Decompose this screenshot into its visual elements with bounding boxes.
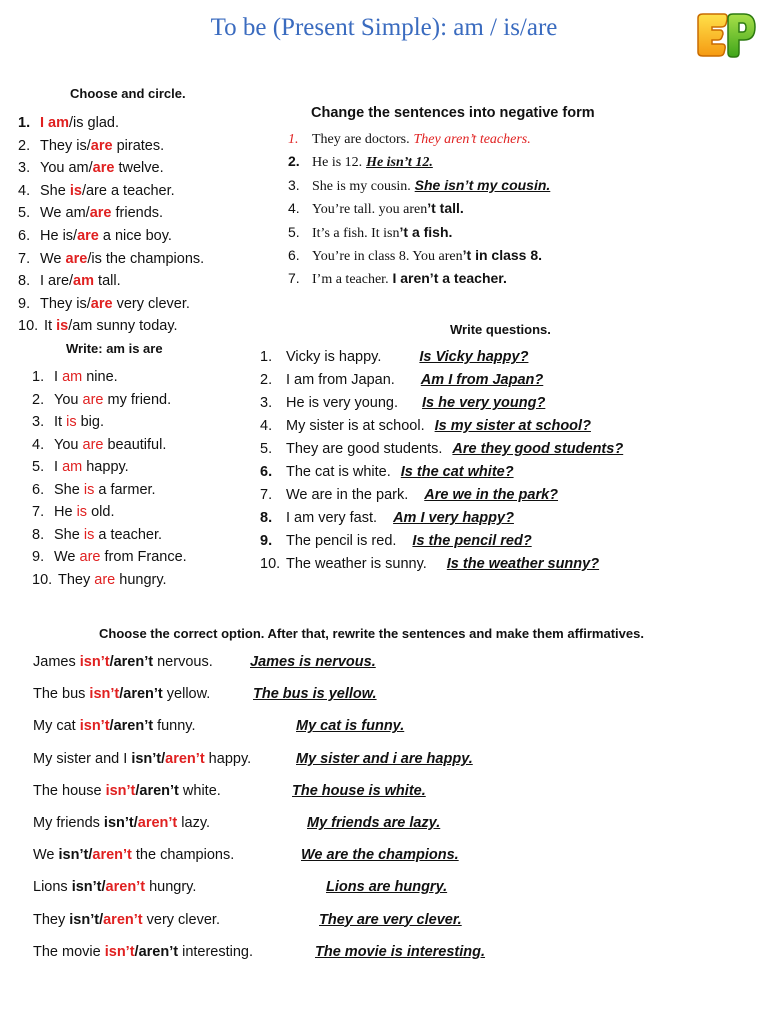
negative-sentence-item (288, 130, 550, 153)
write-verb-item (32, 482, 187, 505)
statement-text: Vicky is happy. (286, 349, 382, 365)
item-text: He is 12. (312, 155, 363, 171)
item-text: It (54, 414, 67, 430)
item-text: aren’t (103, 911, 143, 928)
item-text: aren’t (92, 847, 132, 864)
item-text: /are a teacher. (81, 182, 175, 199)
item-text: very clever. (112, 295, 190, 312)
question-item (260, 510, 623, 533)
page-title: To be (Present Simple): am / is/are (210, 14, 558, 41)
item-text: are (82, 391, 104, 408)
item-text: ’t in class 8. (462, 246, 543, 263)
choose-circle-item (18, 160, 204, 183)
affirmative-answer: The house is white. (292, 782, 426, 799)
item-number: 10. (18, 318, 39, 335)
section3-heading: Change the sentences into negative form (311, 105, 595, 121)
question-item (260, 372, 623, 395)
item-text: He is/ (40, 227, 78, 244)
statement-text: They are good students. (286, 441, 443, 457)
write-verb-item (32, 549, 187, 572)
negative-sentence-item (288, 177, 550, 200)
write-verb-item (32, 527, 187, 550)
item-number: 9. (18, 295, 31, 312)
item-number: 1. (288, 132, 299, 147)
item-number: 1. (260, 349, 273, 365)
item-text: nervous. (153, 654, 213, 670)
item-number: 6. (260, 464, 273, 480)
question-answer: Is the pencil red? (412, 533, 532, 549)
choose-circle-item (18, 251, 204, 274)
question-answer: Is my sister at school? (434, 418, 591, 434)
choose-circle-item (18, 273, 204, 296)
item-text: funny. (153, 718, 196, 735)
negative-sentence-item (288, 224, 550, 247)
statement-text: The cat is white. (286, 464, 391, 480)
statement-text: The weather is sunny. (286, 556, 427, 572)
write-verb-item (32, 369, 187, 392)
item-text: is (83, 481, 95, 498)
write-verb-item (32, 504, 187, 527)
item-text: friends. (111, 205, 164, 222)
item-number: 4. (18, 182, 31, 199)
item-text: am (73, 273, 95, 290)
option-sentence (33, 879, 196, 895)
item-text: are (94, 571, 116, 588)
item-text: /aren’t (109, 654, 154, 670)
item-number: 3. (260, 395, 273, 411)
affirmative-answer: The movie is interesting. (315, 943, 486, 960)
section2-heading: Write: am is are (66, 341, 163, 356)
statement-text: We are in the park. (286, 487, 409, 503)
question-item (260, 533, 623, 556)
item-text: We (54, 549, 80, 565)
option-sentence (33, 912, 220, 928)
choose-circle-item (18, 183, 204, 206)
item-number: 2. (260, 372, 273, 388)
question-item (260, 487, 623, 510)
question-answer: Am I from Japan? (420, 372, 544, 388)
item-number: 3. (32, 414, 45, 430)
item-text: I are/ (40, 273, 74, 290)
item-text: I (54, 459, 63, 475)
question-item (260, 349, 623, 372)
item-text: isn’t/ (69, 911, 104, 928)
item-text: beautiful. (103, 436, 167, 453)
item-text: my friend. (103, 391, 172, 408)
item-text: interesting. (178, 943, 254, 960)
affirmative-answer: They are very clever. (319, 911, 462, 928)
item-text: are (92, 160, 115, 177)
item-text: twelve. (114, 160, 164, 177)
item-text: are (77, 227, 99, 244)
item-text: are (65, 250, 88, 267)
item-text: lazy. (177, 814, 211, 831)
item-number: 4. (260, 418, 273, 434)
item-text: ’t a fish. (399, 223, 453, 240)
option-sentence (33, 751, 251, 767)
item-number: 7. (288, 270, 300, 287)
item-text: pirates. (112, 137, 165, 154)
statement-text: I am from Japan. (286, 372, 395, 388)
item-text: isn’t (89, 686, 120, 703)
item-text: You am/ (40, 160, 93, 177)
item-text: the champions. (131, 847, 235, 864)
item-text: is (56, 318, 69, 335)
affirmative-answer: My sister and i are happy. (296, 750, 473, 767)
write-verb-item (32, 437, 187, 460)
item-number: 4. (32, 436, 45, 453)
item-text: I (54, 369, 63, 385)
item-text: They are doctors. (312, 132, 410, 147)
item-text: old. (87, 504, 115, 520)
item-text: James (33, 654, 80, 670)
affirmative-answer: My cat is funny. (296, 718, 405, 735)
item-text: white. (178, 782, 221, 799)
statement-text: My sister is at school. (286, 418, 425, 434)
write-verb-item (32, 572, 187, 595)
item-number: 5. (288, 223, 300, 240)
question-answer: Are we in the park? (424, 487, 559, 503)
item-text: ’t tall. (427, 200, 464, 217)
item-text: isn’t (104, 943, 135, 960)
item-text: /am sunny today. (68, 318, 178, 335)
item-text: isn’t/ (71, 879, 106, 896)
item-text: isn’t (79, 654, 110, 670)
item-text: isn’t/ (58, 847, 93, 864)
item-text: is (76, 504, 88, 520)
option-sentence (33, 815, 210, 831)
item-text: /aren’t (135, 782, 179, 799)
affirmative-answer: My friends are lazy. (307, 814, 441, 831)
item-text: hungry. (115, 571, 167, 588)
item-number: 3. (288, 176, 300, 193)
negative-sentence-item (288, 270, 550, 293)
item-number: 8. (18, 273, 31, 290)
question-answer: Is the weather sunny? (446, 556, 600, 572)
item-text: She isn’t my cousin. (414, 176, 551, 193)
option-sentence (33, 686, 210, 702)
item-number: 4. (288, 200, 300, 217)
item-number: 7. (32, 504, 45, 520)
question-answer: Is Vicky happy? (419, 349, 529, 365)
question-item (260, 395, 623, 418)
item-text: is (83, 526, 95, 543)
item-text: aren’t (137, 814, 178, 831)
choose-circle-item (18, 296, 204, 319)
question-answer: Is the cat white? (400, 464, 514, 480)
question-item (260, 464, 623, 487)
item-text: nine. (82, 369, 118, 385)
option-sentence (33, 654, 213, 670)
item-number: 1. (32, 369, 45, 385)
item-text: am (62, 459, 83, 475)
item-number: 7. (260, 487, 273, 503)
item-text: It isn (367, 225, 400, 241)
ep-logo (694, 10, 758, 62)
item-text: You (54, 391, 83, 408)
item-text: You aren (409, 248, 463, 264)
item-number: 5. (32, 459, 45, 475)
item-text: a nice boy. (98, 227, 172, 244)
write-questions-list (260, 349, 623, 579)
item-number: 8. (32, 526, 45, 543)
option-sentence (33, 944, 253, 960)
item-text: They (58, 571, 95, 588)
item-text: big. (76, 414, 104, 430)
item-text: isn’t (79, 718, 110, 735)
write-verb-item (32, 392, 187, 415)
section1-heading: Choose and circle. (70, 86, 186, 101)
item-text: is (66, 414, 77, 430)
item-number: 1. (18, 115, 31, 131)
item-text: am (62, 369, 83, 385)
write-am-is-are-list (32, 369, 187, 594)
item-text: /aren’t (119, 686, 163, 703)
section5-heading: Choose the correct option. After that, rewrite the sentences and make them affirmatives. (99, 626, 644, 641)
item-number: 2. (288, 153, 300, 170)
item-text: aren’t (105, 879, 146, 896)
item-text: yellow. (162, 686, 211, 703)
choose-circle-item (18, 115, 204, 138)
affirmative-answer: We are the champions. (301, 847, 459, 864)
item-text: happy. (82, 459, 129, 475)
item-text: My cat (33, 718, 80, 735)
item-text: a farmer. (94, 481, 156, 498)
item-text: Lions (33, 879, 72, 896)
item-text: from France. (100, 549, 187, 565)
item-text: My friends (33, 814, 104, 831)
question-answer: Is he very young? (422, 395, 546, 411)
item-text: They (33, 911, 70, 928)
item-text: is (69, 182, 82, 199)
item-text: She (54, 481, 84, 498)
item-number: 9. (260, 533, 273, 549)
item-text: The movie (33, 943, 105, 960)
option-sentence (33, 783, 221, 799)
item-text: /aren’t (134, 943, 179, 960)
item-text: It’s a fish. (312, 225, 368, 241)
item-text: isn’t/ (103, 814, 138, 831)
affirmative-answer: James is nervous. (250, 654, 376, 670)
item-number: 2. (18, 137, 31, 154)
item-number: 8. (260, 510, 273, 526)
item-text: /aren’t (109, 718, 154, 735)
statement-text: I am very fast. (286, 510, 378, 526)
item-text: isn’t (105, 782, 136, 799)
item-text: a teacher. (94, 526, 163, 543)
item-text: happy. (204, 750, 252, 767)
item-number: 7. (18, 250, 31, 267)
choose-circle-item (18, 228, 204, 251)
item-text: /is glad. (69, 115, 119, 131)
negative-sentence-item (288, 153, 550, 176)
item-text: She (54, 526, 84, 543)
item-number: 10. (260, 556, 281, 572)
choose-circle-item (18, 205, 204, 228)
item-text: They is/ (40, 295, 91, 312)
item-text: /is the champions. (87, 250, 205, 267)
item-text: My sister and I (33, 750, 132, 767)
item-text: The house (33, 782, 106, 799)
item-text: are (82, 436, 104, 453)
affirmative-answer: The bus is yellow. (253, 686, 377, 703)
write-verb-item (32, 459, 187, 482)
section4-heading: Write questions. (450, 322, 551, 337)
item-number: 3. (18, 160, 31, 177)
negative-sentence-item (288, 247, 550, 270)
item-text: He (54, 504, 77, 520)
item-number: 5. (18, 205, 31, 222)
item-text: It (44, 318, 57, 335)
item-text: very clever. (142, 911, 220, 928)
item-number: 6. (32, 481, 45, 498)
question-item (260, 418, 623, 441)
item-text: you aren (375, 202, 428, 218)
item-text: I aren’t a teacher. (392, 270, 507, 287)
item-text: are (89, 205, 112, 222)
statement-text: The pencil is red. (286, 533, 397, 549)
choose-circle-item (18, 318, 204, 341)
item-text: We am/ (40, 205, 90, 222)
item-text: She is my cousin. (312, 178, 411, 194)
negative-sentence-item (288, 200, 550, 223)
statement-text: He is very young. (286, 395, 399, 411)
item-text: are (90, 295, 113, 312)
item-text: She (40, 182, 70, 199)
question-answer: Are they good students? (452, 441, 624, 457)
item-text: We (33, 847, 59, 864)
question-item (260, 556, 623, 579)
item-text: We (40, 250, 66, 267)
item-text: They is/ (40, 137, 91, 154)
item-number: 10. (32, 571, 53, 588)
item-text: are (90, 137, 113, 154)
item-number: 5. (260, 441, 273, 457)
affirmative-answer: Lions are hungry. (326, 879, 448, 896)
item-text: are (79, 549, 101, 565)
item-text: I’m a teacher. (312, 272, 389, 288)
item-text: They aren’t teachers. (413, 132, 531, 147)
item-text: You’re in class 8. (312, 248, 410, 264)
question-item (260, 441, 623, 464)
item-text: The bus (33, 686, 90, 703)
item-text: hungry. (145, 879, 197, 896)
item-text: aren’t (165, 750, 205, 767)
question-answer: Am I very happy? (393, 510, 514, 526)
negative-form-list (288, 130, 550, 294)
item-number: 2. (32, 391, 45, 408)
item-text: I am (40, 115, 70, 131)
item-text: tall. (94, 273, 121, 290)
option-sentence (33, 847, 234, 863)
item-number: 9. (32, 549, 45, 565)
item-text: isn’t/ (131, 750, 166, 767)
choose-circle-list (18, 115, 204, 341)
write-verb-item (32, 414, 187, 437)
choose-circle-item (18, 138, 204, 161)
item-number: 6. (288, 246, 300, 263)
item-text: You (54, 436, 83, 453)
item-text: He isn’t 12. (366, 155, 433, 171)
item-text: You’re tall. (312, 202, 376, 218)
option-sentence (33, 718, 196, 734)
item-number: 6. (18, 227, 31, 244)
